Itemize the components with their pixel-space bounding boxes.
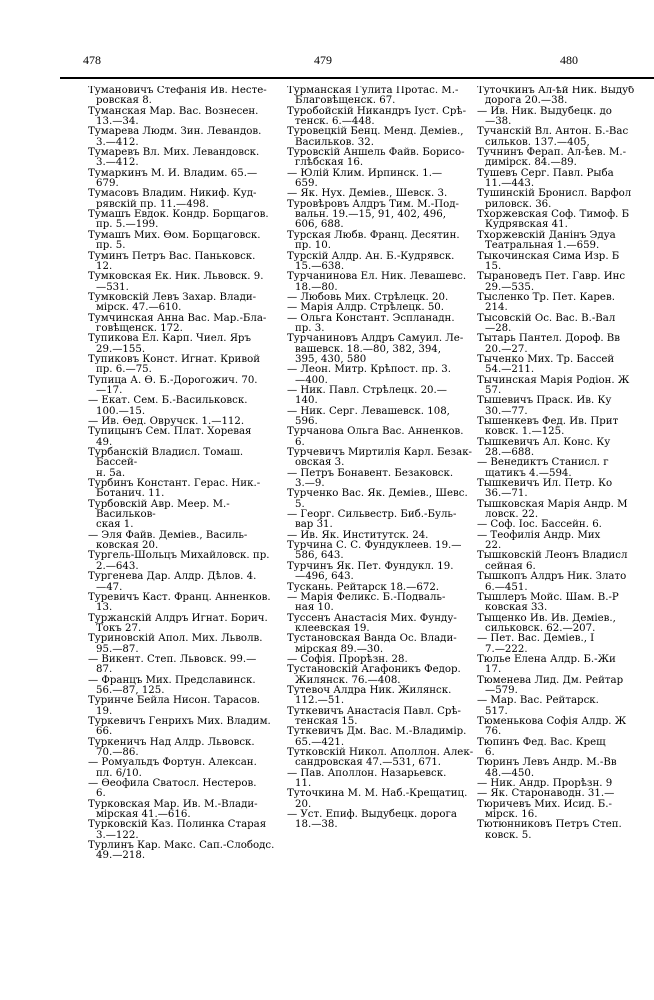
directory-entry: Тумковскій Левъ Захар. Влади- мірск. 47.—610.	[88, 291, 257, 314]
directory-entry: — Ник. Серг. Левашевск. 108, 596.	[287, 405, 450, 427]
directory-entry: Турчевичъ Миртилія Карл. Безак- овская 3.	[287, 447, 473, 469]
directory-entry: Тышковская Марія Андр. М ловск. 22.	[477, 498, 628, 521]
directory-entry: — Ник. Павл. Стрѣлецк. 20.— 140.	[287, 384, 447, 407]
directory-entry: Туткевичъ Анастасія Павл. Срѣ- тенская 15.	[287, 705, 461, 727]
directory-entry: — Пав. Аполлон. Назарьевск. 11.	[287, 767, 447, 790]
directory-entry: Тхоржевская Соф. Тимоф. Б Кудрявская 41.	[477, 209, 630, 231]
directory-entry: Турчанинова Ел. Ник. Левашевс. 18.—80.	[287, 271, 467, 293]
directory-entry: Тускань. Рейтарск 18.—672.	[287, 581, 440, 593]
page-number-right: 480	[560, 53, 578, 67]
directory-entry: — Соф. Іос. Бассейн. 6.	[477, 519, 602, 531]
directory-entry: Турбинъ Констант. Герас. Ник.- Ботанич. 11.	[88, 478, 261, 500]
directory-entry: Тумчинская Анна Вас. Мар.-Бла- говѣщенск. 172.	[88, 312, 267, 334]
directory-entry: Тысленко Тр. Пет. Карев. 214.	[477, 291, 615, 314]
directory-entry: Туркеничъ Над Алдр. Львовск. 70.—86.	[88, 736, 255, 758]
directory-entry: Туровецкій Бенц. Менд. Деміев., Васильков. 32.	[287, 126, 464, 148]
directory-entry: — Пет. Вас. Деміев., І 7.—222.	[477, 633, 595, 655]
directory-entry: Турлинъ Кар. Макс. Сап.-Слободс. 49.—218.	[88, 840, 275, 862]
directory-entry: Туринче Бейла Нисон. Тарасов. 19.	[88, 695, 261, 717]
directory-entry: Турская Любв. Франц. Десятин. пр. 10.	[287, 229, 460, 252]
directory-entry: Турчинъ Як. Пет. Фундукл. 19. —496, 643.	[287, 560, 454, 583]
directory-entry: Туркевичъ Генрихъ Мих. Владим. 66.	[88, 715, 271, 738]
directory-entry: Тюринъ Левъ Андр. М.-Вв 48.—450.	[477, 757, 617, 779]
directory-entry: Турманская Гулита Протас. М.- Благовѣщенск. 67.	[287, 86, 459, 107]
directory-entry: Тюпинъ Фед. Вас. Крещ 6.	[477, 736, 606, 758]
directory-entry: — Ольга Констант. Эспланадн. пр. 3.	[287, 312, 455, 334]
directory-entry: Турковскій Каз. Полинка Старая 3.—122.	[88, 819, 267, 841]
directory-entry: — Як. Старонаводн. 31.—	[477, 788, 615, 800]
directory-entry: Тумаркинъ М. И. Владим. 65.— 679.	[88, 167, 258, 190]
directory-entry: Туссенъ Анастасія Мих. Фунду- клеевская 19.	[287, 612, 457, 634]
column-middle	[287, 86, 477, 986]
directory-entry: — Екат. Сем. Б.-Васильковск. 100.—15.	[88, 395, 248, 417]
directory-entry: Тышкопъ Алдръ Ник. Злато 6.—451.	[477, 571, 627, 593]
directory-entry: Тытарь Пантел. Дороф. Вв 20.—27.	[477, 333, 621, 355]
directory-entry: Тучанскій Вл. Антон. Б.-Вас сильков. 137.—405,	[477, 126, 629, 148]
directory-entry: Тхоржевскій Данінъ Эдуа Театральная 1.—659.	[477, 229, 616, 252]
directory-entry: Тумаревъ Вл. Мих. Левандовск. 3.—412.	[88, 147, 260, 169]
directory-entry: Турбовскій Авр. Меер. М.-Васильков- ская 1.	[88, 498, 230, 531]
directory-entry: Тыкочинская Сима Изр. Б 15.	[477, 250, 620, 272]
directory-entry: Тышлеръ Мойс. Шам. В.-Р ковская 33.	[477, 591, 619, 614]
directory-entry: Турчина С. С. Фундуклеев. 19.— 586, 643.	[287, 540, 462, 562]
directory-entry: — Ѳеофила Сватосл. Нестеров. 6.	[88, 778, 257, 800]
directory-entry: — Венедиктъ Станисл. г щатикъ 4.—594.	[477, 457, 609, 479]
directory-entry: Тупиковъ Конст. Игнат. Кривой пр. 6.—75.	[88, 353, 261, 376]
directory-entry: Тумковская Ек. Ник. Львовск. 9. —531.	[88, 271, 264, 293]
directory-entry: Туревичъ Каст. Франц. Анненков. 13.	[88, 591, 271, 614]
directory-entry: — Петръ Бонавент. Безаковск. 3.—9.	[287, 467, 454, 490]
directory-entry: — Ив. Ѳед. Овручск. 1.—112.	[88, 416, 245, 427]
directory-entry: — Ник. Андр. Прорѣзн. 9	[477, 778, 613, 790]
directory-entry: Туманская Мар. Вас. Вознесен. 13.—34.	[88, 105, 259, 128]
directory-entry: Тышковскій Леонъ Владисл сейная 6.	[477, 550, 628, 572]
directory-entry: Тышкевичъ Ил. Петр. Ко 36.—71.	[477, 478, 613, 500]
directory-entry: — Як. Нух. Деміев., Шевск. 3.	[287, 188, 448, 200]
directory-entry: — Викент. Степ. Львовск. 99.— 87.	[88, 653, 257, 676]
directory-entry: Тургенева Дар. Алдр. Дѣлов. 4. —47.	[88, 571, 257, 593]
directory-entry: Турчанова Ольга Вас. Анненков. 6.	[287, 426, 464, 448]
directory-entry: Тупица А. Ѳ. Б.-Дорогожич. 70. —17.	[88, 374, 258, 396]
directory-entry: Тышевичъ Праск. Ив. Ку 30.—77.	[477, 395, 612, 417]
directory-entry: — Эля Файв. Деміев., Василь- ковская 20.	[88, 529, 248, 552]
directory-entry: — Ромуальдъ Фортун. Алексан. пл. 6/10.	[88, 757, 257, 779]
directory-entry: — Марія Феликс. Б.-Подваль- ная 10.	[287, 591, 446, 614]
directory-entry: Тумасовъ Владим. Никиф. Куд- рявскій пр. 11.—498.	[88, 188, 257, 210]
directory-entry: Тутковскій Никол. Аполлон. Алек- сандровская 47.—531, 671.	[287, 747, 474, 769]
directory-entry: Тумашъ Евдок. Кондр. Борщагов. пр. 5.—199.	[88, 209, 269, 231]
directory-entry: Туржанскій Алдръ Игнат. Борич. Токъ 27.	[88, 612, 268, 634]
directory-entry: Тышенкевъ Фед. Ив. Прит ковск. 1.—125.	[477, 416, 619, 438]
directory-entry: Турскій Алдр. Ан. Б.-Кудрявск. 15.—638.	[287, 250, 455, 272]
page-number-middle: 479	[314, 53, 332, 67]
directory-entry: Тюменева Лид. Дм. Рейтар —579.	[477, 674, 624, 696]
directory-entry: Туточкина М. М. Наб.-Крещатиц. 20.	[287, 788, 468, 810]
directory-entry: Тышкевичъ Ал. Конс. Ку 28.—688.	[477, 436, 611, 459]
directory-entry: Тучнинъ Ферап. Ал-ѣев. М.- димірск. 84.—89.	[477, 147, 627, 169]
directory-entry: Тумашъ Мих. Ѳом. Борщаговск. пр. 5.	[88, 229, 261, 252]
directory-entry: — Мар. Вас. Рейтарск. 517.	[477, 695, 599, 717]
directory-entry: Тушевъ Серг. Павл. Рыба 11.—443.	[477, 167, 614, 190]
directory-entry: Туровскій Аншель Файв. Борисо- глѣбская 16.	[287, 147, 465, 169]
directory-entry: Тыщенко Ив. Ив. Деміев., сильковск. 62.—207.	[477, 612, 616, 634]
directory-entry: Тюлье Елена Алдр. Б.-Жи 17.	[477, 653, 616, 676]
page-header	[0, 48, 654, 68]
directory-entry: Туточкинъ Ал-ѣй Ник. Выдуб дорога 20.—38.	[477, 86, 635, 107]
directory-entry: — Францъ Мих. Предславинск. 56.—87, 125.	[88, 674, 256, 696]
directory-entry: — Ив. Ник. Выдубецк. до —38.	[477, 105, 612, 128]
directory-entry: Турчаниновъ Алдръ Самуил. Ле- вашевск. 18.—80, 382, 394, 395, 430, 580	[287, 333, 464, 365]
directory-entry: Тютюнниковъ Петръ Степ. ковск. 5.	[477, 819, 622, 841]
directory-entry: — Софія. Прорѣзн. 28.	[287, 653, 408, 665]
directory-entry: — Юлій Клим. Ирпинск. 1.— 659.	[287, 167, 443, 190]
directory-entry: — Теофилія Андр. Мих 22.	[477, 529, 601, 552]
directory-entry: — Марія Алдр. Стрѣлецк. 50.	[287, 302, 445, 314]
directory-entry: Туробойскій Никандръ Іуст. Срѣ- тенск. 6.—448.	[287, 105, 467, 128]
directory-entry: Тыченко Мих. Тр. Бассей 54.—211.	[477, 353, 615, 376]
directory-entry: Тушинскій Бронисл. Варфол риловск. 36.	[477, 188, 632, 210]
column-right	[477, 86, 654, 986]
header-rule	[60, 77, 654, 79]
directory-entry: Туриновскій Апол. Мих. Льволв. 95.—87.	[88, 633, 263, 655]
directory-entry: Турбанскій Владисл. Томаш. Бассей- н. 5а.	[88, 447, 244, 479]
directory-entry: Тырановедъ Пет. Гавр. Инс 29.—535.	[477, 271, 626, 293]
directory-entry: — Ив. Як. Институтск. 24.	[287, 529, 429, 541]
directory-entry: Тутевоч Алдра Ник. Жилянск. 112.—51.	[287, 684, 452, 707]
directory-entry: Туминъ Петръ Вас. Паньковск. 12.	[88, 250, 256, 272]
directory-entry: — Георг. Сильвестр. Биб.-Буль- вар 31.	[287, 509, 457, 531]
directory-entry: Тустановская Ванда Ос. Влади- мірская 89.—30.	[287, 633, 457, 655]
directory-entry: Турченко Вас. Як. Деміев., Шевс. 5.	[287, 488, 468, 510]
directory-entry: — Любовь Мих. Стрѣлецк. 20.	[287, 291, 449, 303]
directory-entry: Тупикова Ел. Карп. Чиел. Яръ 29.—155.	[88, 333, 251, 355]
directory-entry: Туткевичъ Дм. Вас. М.-Владимір. 65.—421.	[287, 726, 467, 748]
directory-entry: Турковская Мар. Ив. М.-Влади- мірская 41.—616.	[88, 798, 258, 821]
directory-entry: Тустановскій Агафоникъ Федор. Жилянск. 76.—408.	[287, 664, 461, 686]
directory-entry: Тысовскій Ос. Вас. В.-Вал —28.	[477, 312, 616, 334]
directory-entry: Тургель-Шольцъ Михайловск. пр. 2.—643.	[88, 550, 270, 572]
directory-entry: Тупицынъ Сем. Плат. Хоревая 49.	[88, 426, 252, 448]
page-number-left: 478	[83, 53, 101, 67]
directory-entry: Тумарева Людм. Зин. Левандов. 3.—412.	[88, 126, 262, 148]
directory-entry: Тюменькова Софія Алдр. Ж 76.	[477, 715, 627, 738]
directory-entry: — Уст. Епиф. Выдубецк. дорога 18.—38.	[287, 809, 457, 831]
directory-entry: Тычинская Марія Родіон. Ж 57.	[477, 374, 630, 396]
column-left	[88, 86, 278, 986]
directory-entry: — Леон. Митр. Крѣпост. пр. 3. —400.	[287, 364, 452, 386]
directory-entry: Тумановичъ Стефанія Ив. Несте- ровская 8.	[88, 86, 267, 107]
directory-entry: Туровѣровъ Алдръ Тим. М.-Под- вальн. 19.—15, 91, 402, 496, 606, 688.	[287, 198, 459, 231]
directory-entry: Тюричевъ Мих. Исид. Б.- мірск. 16.	[477, 798, 612, 821]
